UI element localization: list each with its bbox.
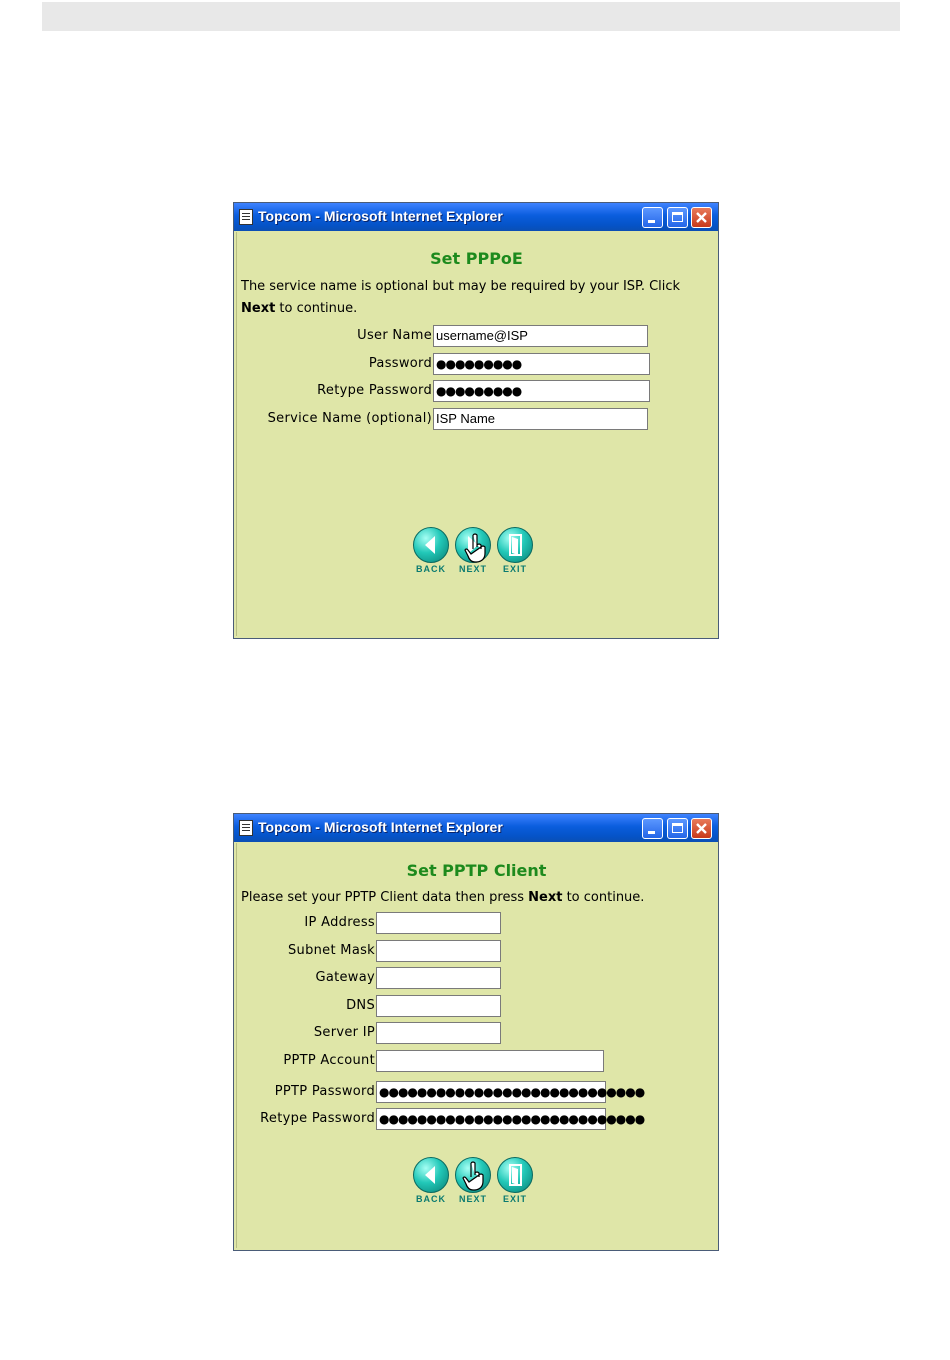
description-rest: to continue. bbox=[562, 890, 645, 905]
retype-password-input[interactable]: ●●●●●●●●●●●●●●●●●●●●●●●●●●●● bbox=[376, 1108, 606, 1130]
back-button[interactable] bbox=[413, 1157, 449, 1205]
back-arrow-icon bbox=[413, 1157, 449, 1193]
subnet-mask-input[interactable] bbox=[376, 940, 501, 962]
page-content bbox=[236, 232, 716, 636]
close-icon bbox=[692, 819, 711, 838]
ie-page-icon bbox=[239, 209, 253, 225]
next-button[interactable] bbox=[455, 527, 491, 575]
exit-door-icon bbox=[497, 1157, 533, 1193]
description-pre: Please set your PPTP Client data then press bbox=[241, 890, 529, 905]
back-arrow-icon bbox=[413, 527, 449, 563]
exit-button[interactable] bbox=[497, 1157, 533, 1205]
pptp-account-input[interactable] bbox=[376, 1050, 604, 1072]
pptp-password-input[interactable]: ●●●●●●●●●●●●●●●●●●●●●●●●●●●● bbox=[376, 1081, 606, 1103]
description-next: Next bbox=[528, 890, 563, 905]
next-label: NEXT bbox=[458, 564, 487, 574]
description bbox=[241, 887, 644, 909]
exit-label: EXIT bbox=[502, 564, 527, 574]
dns-label: DNS bbox=[346, 998, 375, 1013]
back-label: BACK bbox=[416, 564, 446, 574]
password-label: Password bbox=[368, 356, 432, 371]
maximize-button[interactable] bbox=[667, 818, 688, 839]
exit-label: EXIT bbox=[502, 1194, 527, 1204]
description-next: Next bbox=[241, 301, 276, 316]
user-name-input[interactable]: username@ISP bbox=[433, 325, 648, 347]
gateway-label: Gateway bbox=[315, 970, 375, 985]
ip-address-label: IP Address bbox=[304, 915, 375, 930]
password-input[interactable]: ●●●●●●●●● bbox=[433, 353, 650, 375]
hand-cursor-icon bbox=[459, 1159, 499, 1199]
description bbox=[241, 276, 680, 320]
ie-page-icon bbox=[239, 820, 253, 836]
retype-password-input[interactable]: ●●●●●●●●● bbox=[433, 380, 650, 402]
close-icon bbox=[692, 208, 711, 227]
title-bar[interactable] bbox=[234, 814, 718, 842]
ie-window-pppoe bbox=[233, 202, 719, 639]
page-content bbox=[236, 843, 716, 1248]
next-button[interactable] bbox=[455, 1157, 491, 1205]
page-header-bar bbox=[42, 2, 900, 31]
service-name-input[interactable]: ISP Name bbox=[433, 408, 648, 430]
window-title: Topcom - Microsoft Internet Explorer bbox=[258, 208, 503, 224]
description-rest: to continue. bbox=[275, 301, 358, 316]
window-title: Topcom - Microsoft Internet Explorer bbox=[258, 819, 503, 835]
back-button[interactable] bbox=[413, 527, 449, 575]
exit-door-icon bbox=[497, 527, 533, 563]
retype-password-label: Retype Password bbox=[260, 1111, 375, 1126]
maximize-button[interactable] bbox=[667, 207, 688, 228]
minimize-button[interactable] bbox=[642, 207, 663, 228]
subnet-mask-label: Subnet Mask bbox=[288, 943, 375, 958]
close-button[interactable] bbox=[691, 207, 712, 228]
retype-password-label: Retype Password bbox=[317, 383, 432, 398]
pptp-password-label: PPTP Password bbox=[274, 1084, 375, 1099]
exit-button[interactable] bbox=[497, 527, 533, 575]
ie-window-pptp bbox=[233, 813, 719, 1251]
gateway-input[interactable] bbox=[376, 967, 501, 989]
page-title: Set PPTP Client bbox=[406, 861, 547, 880]
description-line1: The service name is optional but may be required by your ISP. Click bbox=[241, 279, 681, 294]
minimize-button[interactable] bbox=[642, 818, 663, 839]
server-ip-input[interactable] bbox=[376, 1022, 501, 1044]
server-ip-label: Server IP bbox=[313, 1025, 375, 1040]
next-label: NEXT bbox=[458, 1194, 487, 1204]
back-label: BACK bbox=[416, 1194, 446, 1204]
dns-input[interactable] bbox=[376, 995, 501, 1017]
title-bar[interactable] bbox=[234, 203, 718, 231]
pptp-account-label: PPTP Account bbox=[283, 1053, 375, 1068]
close-button[interactable] bbox=[691, 818, 712, 839]
user-name-label: User Name bbox=[357, 328, 432, 343]
service-name-label: Service Name (optional) bbox=[267, 411, 432, 426]
page-title: Set PPPoE bbox=[430, 249, 523, 268]
ip-address-input[interactable] bbox=[376, 912, 501, 934]
